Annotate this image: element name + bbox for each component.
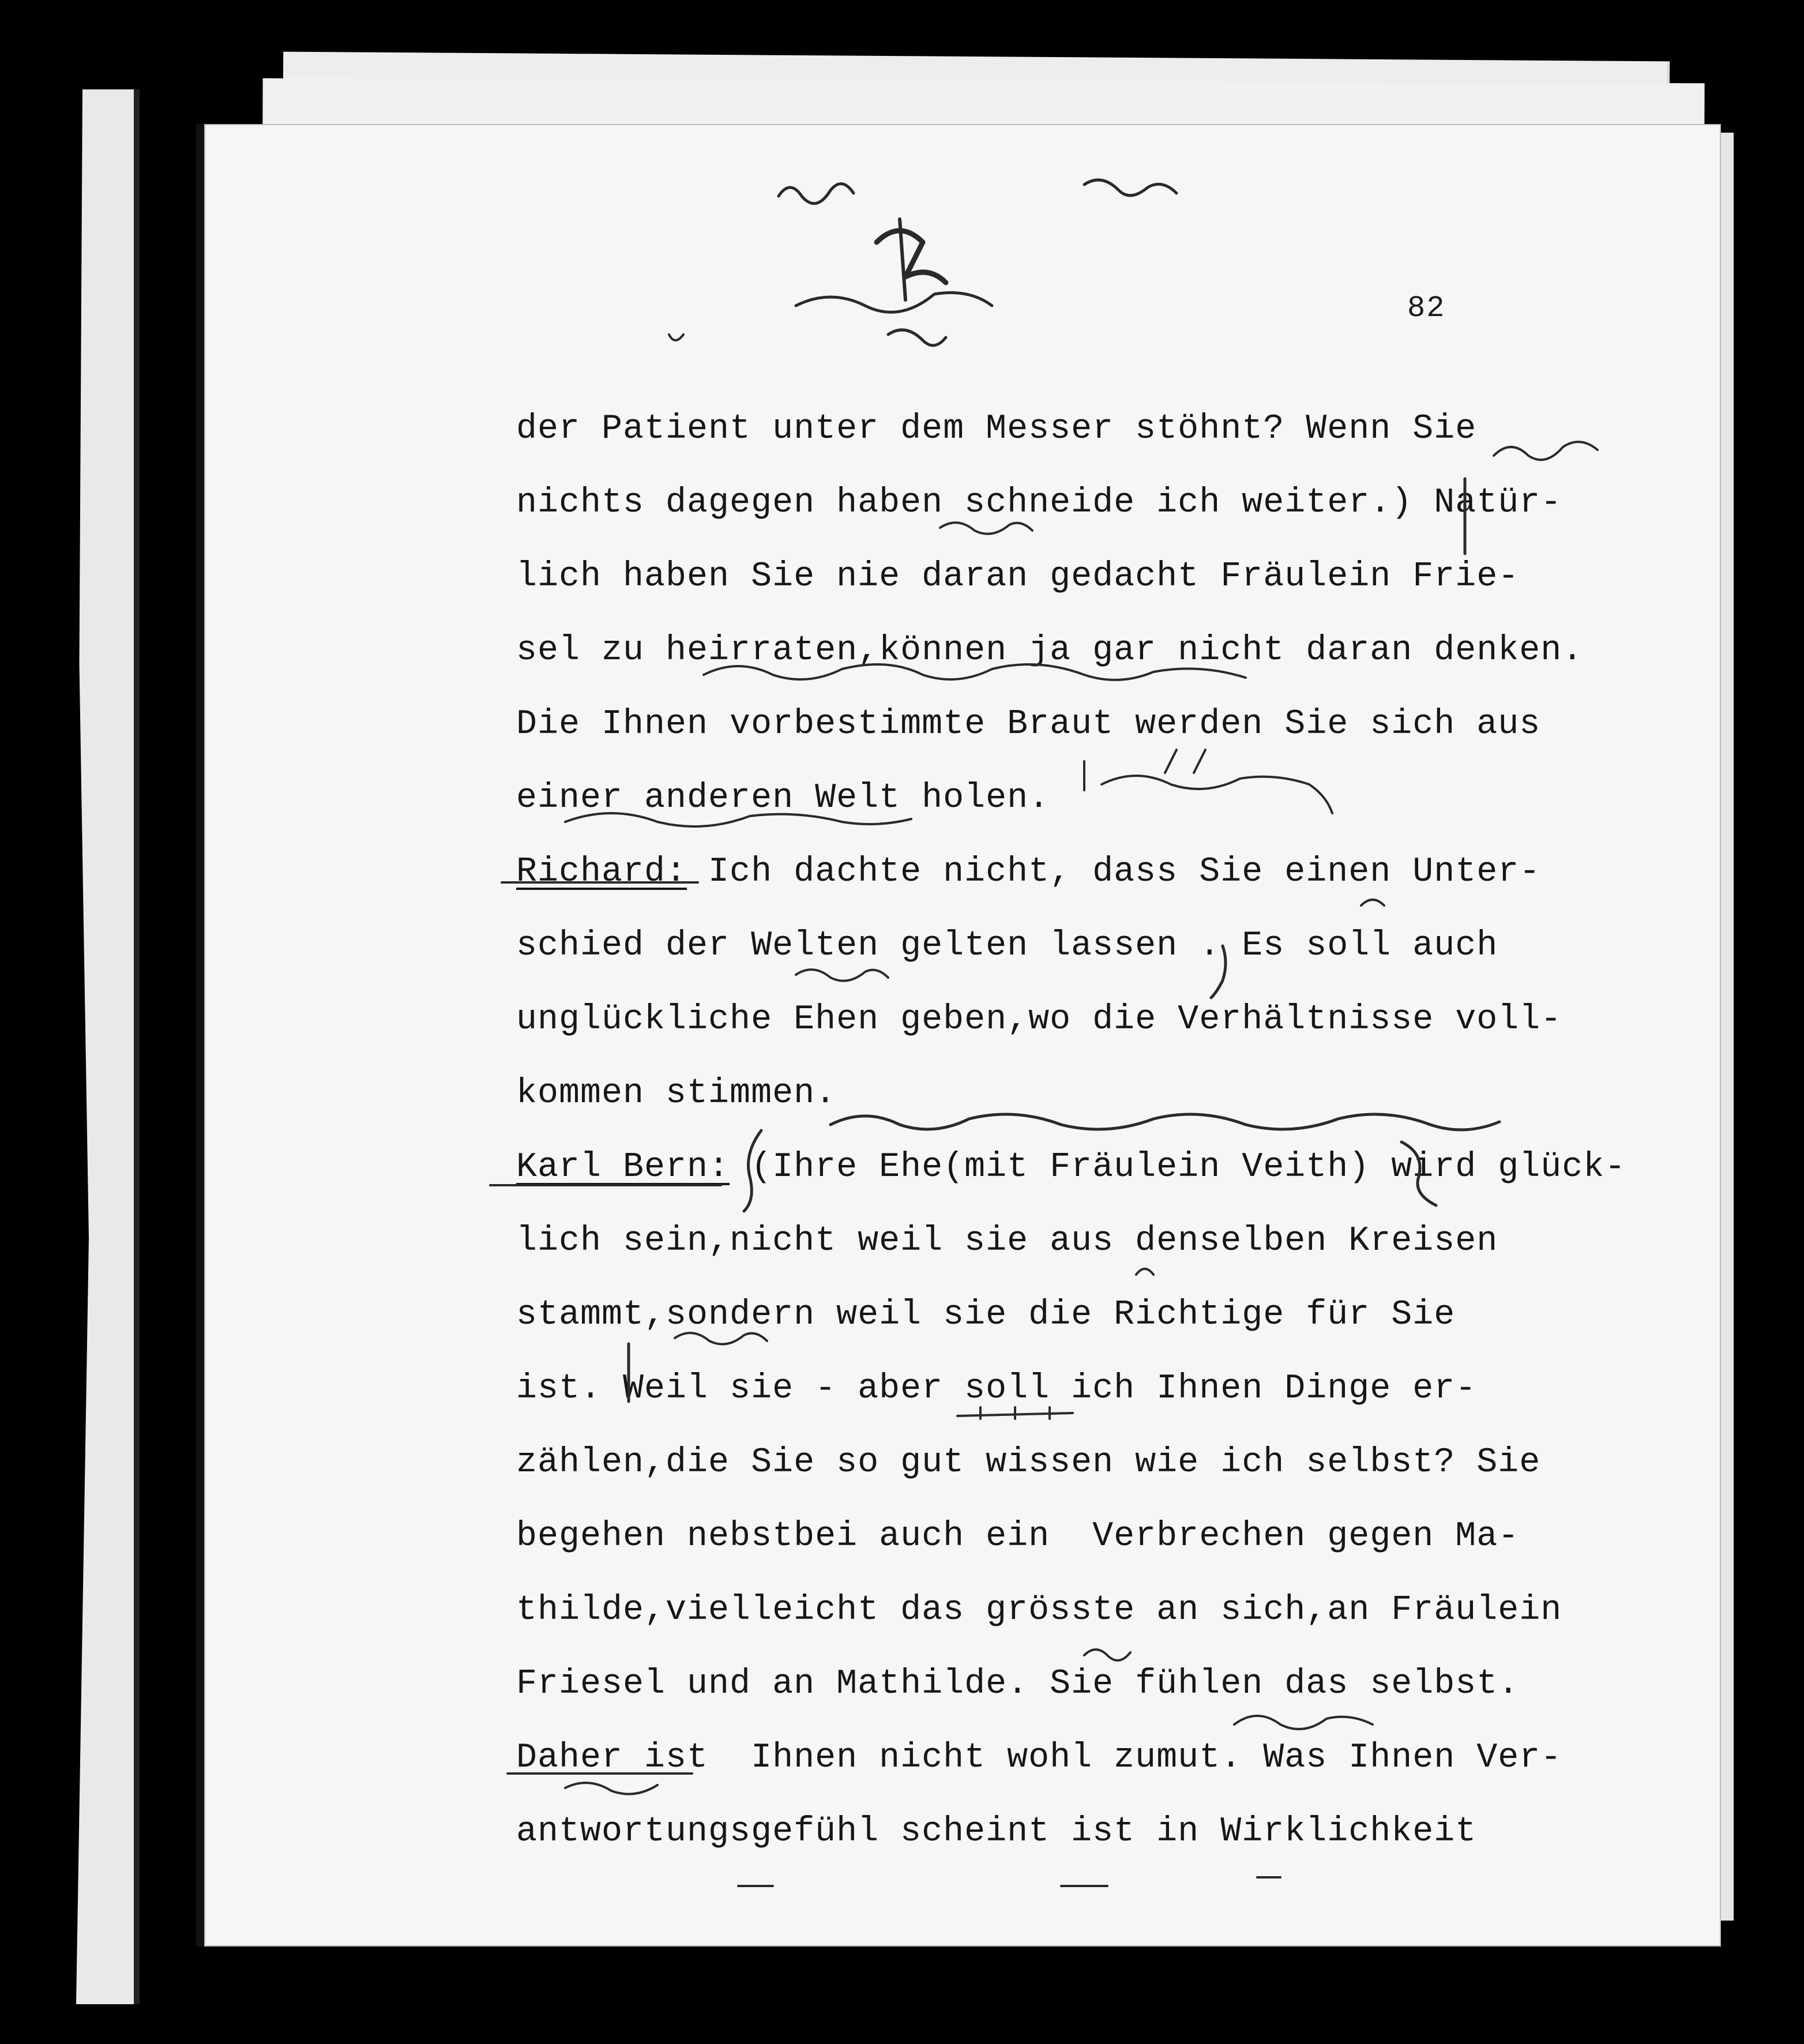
speaker-label: Richard: [516,852,687,892]
line-text: der Patient unter dem Messer stöhnt? Wenn Sie [516,409,1477,449]
text-line [516,1573,1641,1647]
text-line [516,1426,1641,1500]
text-line [516,909,1641,983]
line-text: Daher ist Ihnen nicht wohl zumut. Was Ihnen Ver- [516,1738,1562,1778]
text-line [516,1795,1641,1869]
text-line [516,1278,1641,1352]
line-text: thilde,vielleicht das grösste an sich,an Fräulein [516,1591,1562,1630]
line-text: nichts dagegen haben schneide ich weiter.) Natür- [516,483,1562,523]
line-text: stammt,sondern weil sie die Richtige für Sie [516,1295,1456,1335]
line-text: antwortungsgefühl scheint ist in Wirklichkeit [516,1812,1477,1851]
line-text: Die Ihnen vorbestimmte Braut werden Sie sich aus [516,705,1541,744]
text-line [516,1721,1641,1795]
line-text: schied der Welten gelten lassen . Es soll auch [516,926,1498,965]
text-line [516,835,1641,909]
text-line [516,392,1641,466]
line-text: kommen stimmen. [516,1074,837,1113]
text-line [516,687,1641,761]
line-text: unglückliche Ehen geben,wo die Verhältnisse voll- [516,1000,1562,1039]
text-line [516,540,1641,614]
text-line [516,1057,1641,1130]
line-text: ist. Weil sie - aber soll ich Ihnen Dinge er- [516,1369,1477,1408]
text-line [516,466,1641,540]
typed-text-body [516,392,1641,1869]
line-text: sel zu heirraten,können ja gar nicht daran denken. [516,631,1584,670]
line-text: lich haben Sie nie daran gedacht Fräulein Frie- [516,557,1520,596]
text-line [516,614,1641,687]
text-line [516,1130,1641,1204]
page-edge-left [76,89,140,2004]
text-line [516,1352,1641,1426]
line-text: Friesel und an Mathilde. Sie fühlen das selbst. [516,1664,1520,1704]
line-text: begehen nebstbei auch ein Verbrechen gegen Ma- [516,1517,1520,1556]
page-number: 82 [1407,291,1446,325]
line-text: zählen,die Sie so gut wissen wie ich selbst? Sie [516,1443,1541,1482]
text-line [516,1647,1641,1721]
speaker-label: Karl Bern: [516,1148,730,1187]
text-line [516,983,1641,1057]
text-line [516,1500,1641,1573]
line-text: Ich dachte nicht, dass Sie einen Unter- [687,852,1541,892]
text-line [516,1204,1641,1278]
text-line [516,761,1641,835]
line-text: lich sein,nicht weil sie aus denselben Kreisen [516,1222,1498,1261]
line-text: (Ihre Ehe(mit Fräulein Veith) wird glück- [730,1148,1626,1187]
line-text: einer anderen Welt holen. [516,779,1050,818]
